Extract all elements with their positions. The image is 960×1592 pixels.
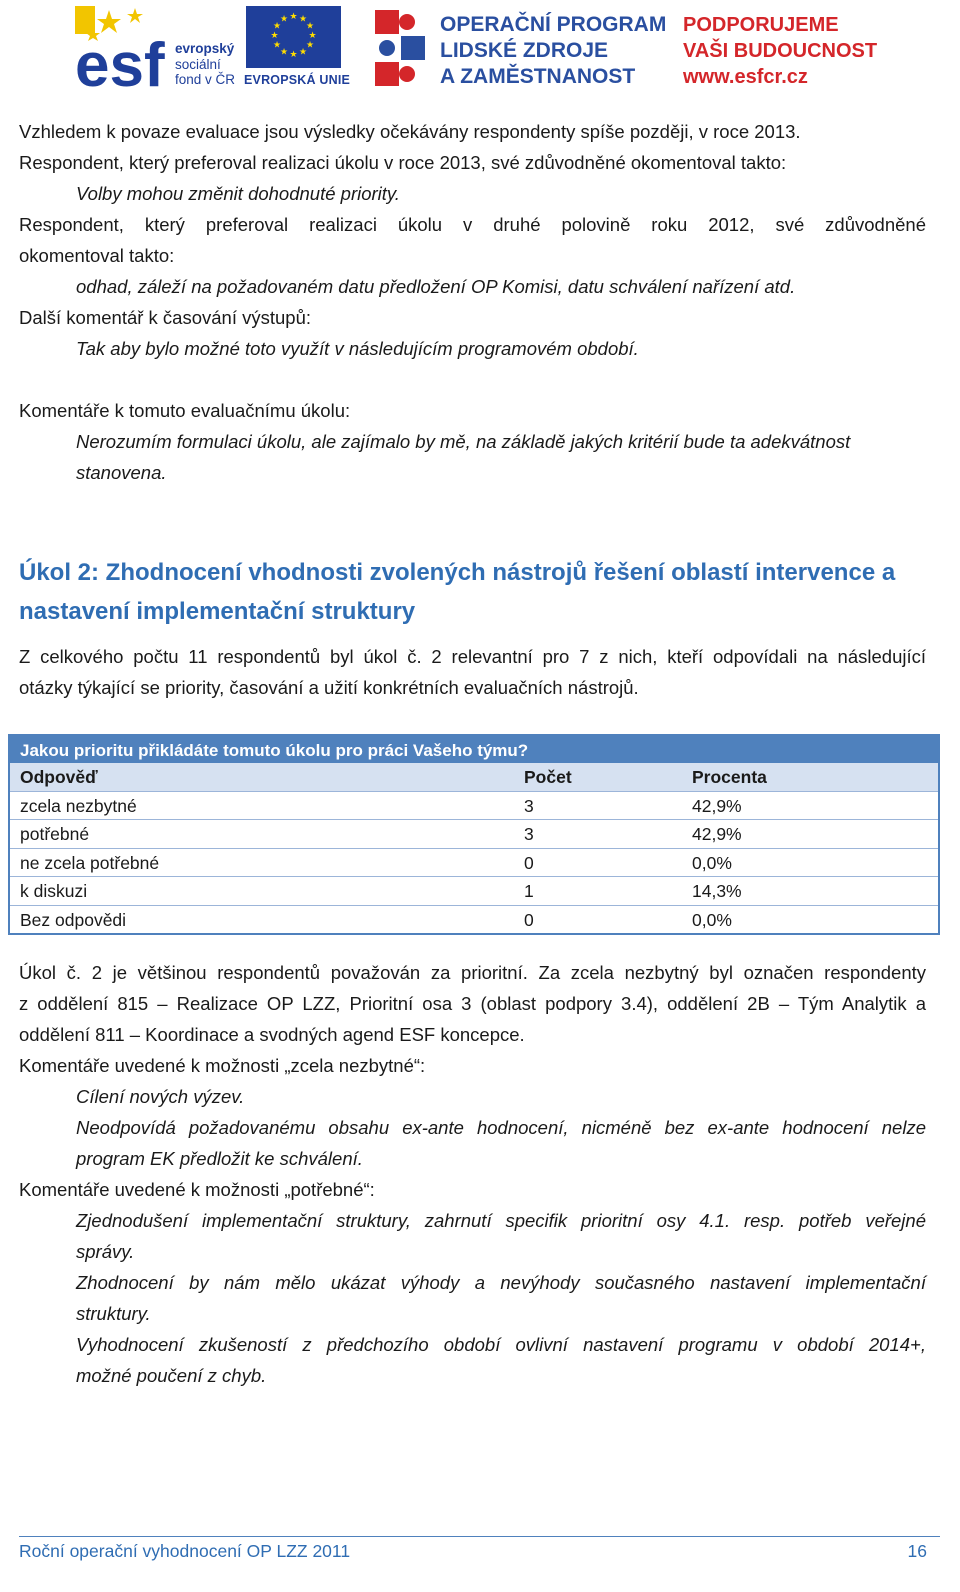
esf-line-3: fond v ČR xyxy=(175,72,236,87)
cell-answer: Bez odpovědi xyxy=(20,909,127,930)
footer-title: Roční operační vyhodnocení OP LZZ 2011 xyxy=(19,1541,351,1561)
table-row xyxy=(10,876,938,905)
col-header-answer: Odpověď xyxy=(20,767,98,787)
op-title-line-3: A ZAMĚSTNANOST xyxy=(440,65,636,88)
svg-text:★: ★ xyxy=(298,14,308,25)
cell-answer: potřebné xyxy=(20,824,90,844)
cell-percent: 0,0% xyxy=(692,852,732,873)
section-intro-line1: Z celkového počtu 11 respondentů byl úkol č. 2 relevantní pro 7 z nich, kteří odpovídali na následující xyxy=(19,646,926,667)
cell-answer: ne zcela potřebné xyxy=(20,852,160,873)
comment-essential-2-line1: Neodpovídá požadovanému obsahu ex-ante hodnocení, nicméně bez ex-ante hodnocení nelze xyxy=(76,1117,926,1138)
op-puzzle-icon xyxy=(373,6,429,88)
cell-count: 0 xyxy=(524,909,534,930)
comment-needed-1-line2: správy. xyxy=(76,1241,135,1262)
quote-p2: Volby mohou změnit dohodnuté priority. xyxy=(76,183,400,204)
eu-label: EVROPSKÁ UNIE xyxy=(244,73,351,87)
page-number: 16 xyxy=(907,1541,927,1561)
svg-text:★: ★ xyxy=(279,14,289,25)
svg-text:★: ★ xyxy=(289,50,298,60)
paragraph-p3-line2: okomentoval takto: xyxy=(19,245,175,266)
cell-count: 0 xyxy=(524,852,534,873)
table-title: Jakou prioritu přikládáte tomuto úkolu pro práci Vašeho týmu? xyxy=(10,736,938,763)
table-row xyxy=(10,819,938,848)
cell-answer: k diskuzi xyxy=(20,881,88,901)
comment-needed-1-line1: Zjednodušení implementační struktury, zahrnutí specifik prioritní osy 4.1. resp. potřeb veřejné xyxy=(76,1210,926,1231)
svg-text:esf: esf xyxy=(75,31,165,90)
comment-needed-2-line1: Zhodnocení by nám mělo ukázat výhody a nevýhody současného nastavení implementační xyxy=(76,1272,926,1293)
col-header-count: Počet xyxy=(524,767,572,787)
paragraph-p4: Další komentář k časování výstupů: xyxy=(19,307,312,328)
cell-percent: 14,3% xyxy=(692,881,742,901)
cell-percent: 0,0% xyxy=(692,909,732,930)
after-table-line2: z oddělení 815 – Realizace OP LZZ, Prioritní osa 3 (oblast podpory 3.4), oddělení 2B – Tým Analytik a xyxy=(19,993,926,1014)
table-row xyxy=(10,848,938,877)
svg-text:★: ★ xyxy=(298,47,308,58)
quote-p4: Tak aby bylo možné toto využít v následujícím programovém období. xyxy=(76,338,639,359)
comments-essential-label: Komentáře uvedené k možnosti „zcela nezbytné“: xyxy=(19,1055,426,1076)
paragraph-p5: Komentáře k tomuto evaluačnímu úkolu: xyxy=(19,400,351,421)
priority-table xyxy=(8,734,940,935)
table-header-row xyxy=(10,763,938,791)
cell-percent: 42,9% xyxy=(692,824,742,844)
svg-text:★: ★ xyxy=(308,31,317,41)
table-row xyxy=(10,905,938,934)
esf-line-1: evropský xyxy=(175,41,235,56)
svg-text:★: ★ xyxy=(270,31,279,41)
svg-text:★: ★ xyxy=(305,21,315,32)
svg-text:★: ★ xyxy=(279,47,289,58)
eu-flag-icon xyxy=(246,6,341,68)
comment-needed-3-line2: možné poučení z chyb. xyxy=(76,1365,267,1386)
svg-text:★: ★ xyxy=(305,40,315,51)
table-row xyxy=(10,791,938,820)
after-table-line3: oddělení 811 – Koordinace a svodných agend ESF koncepce. xyxy=(19,1024,525,1045)
op-title-line-1: OPERAČNÍ PROGRAM xyxy=(440,13,667,36)
svg-text:★: ★ xyxy=(272,21,282,32)
quote-p3: odhad, záleží na požadovaném datu předložení OP Komisi, datu schválení nařízení atd. xyxy=(76,276,796,297)
paragraph-p3-line1: Respondent, který preferoval realizaci úkolu v druhé polovině roku 2012, své zdůvodněné xyxy=(19,214,926,235)
comment-needed-2-line2: struktury. xyxy=(76,1303,151,1324)
cell-count: 3 xyxy=(524,824,534,844)
cell-count: 1 xyxy=(524,881,534,901)
slogan-line-2: VAŠI BUDOUCNOST xyxy=(683,40,878,62)
comment-needed-3-line1: Vyhodnocení zkušeností z předchozího období ovlivní nastavení programu v období 2014+, xyxy=(76,1334,926,1355)
website-link[interactable]: www.esfcr.cz xyxy=(683,66,808,88)
quote-p5-line2: stanovena. xyxy=(76,462,167,483)
svg-text:★: ★ xyxy=(289,12,298,22)
comment-essential-1: Cílení nových výzev. xyxy=(76,1086,245,1107)
op-title-line-2: LIDSKÉ ZDROJE xyxy=(440,39,609,62)
comments-needed-label: Komentáře uvedené k možnosti „potřebné“: xyxy=(19,1179,375,1200)
after-table-line1: Úkol č. 2 je většinou respondentů považován za prioritní. Za zcela nezbytný byl označen respondenty xyxy=(19,962,926,983)
cell-answer: zcela nezbytné xyxy=(20,795,137,816)
col-header-percent: Procenta xyxy=(692,767,767,787)
footer-divider xyxy=(19,1536,940,1537)
section-intro-line2: otázky týkající se priority, časování a užití konkrétních evaluačních nástrojů. xyxy=(19,677,639,698)
esf-line-2: sociální xyxy=(175,57,221,72)
svg-text:★: ★ xyxy=(272,40,282,51)
paragraph-p2: Respondent, který preferoval realizaci úkolu v roce 2013, své zdůvodněné okomentoval takto: xyxy=(19,152,787,173)
comment-essential-2-line2: program EK předložit ke schválení. xyxy=(76,1148,363,1169)
cell-count: 3 xyxy=(524,795,534,816)
quote-p5-line1: Nerozumím formulaci úkolu, ale zajímalo by mě, na základě jakých kritérií bude ta adekvátnost xyxy=(76,431,851,452)
cell-percent: 42,9% xyxy=(692,795,742,816)
paragraph-p1: Vzhledem k povaze evaluace jsou výsledky očekávány respondenty spíše později, v roce 2013. xyxy=(19,121,801,142)
slogan-line-1: PODPORUJEME xyxy=(683,14,839,36)
esf-logo xyxy=(75,6,240,90)
section-heading: Úkol 2: Zhodnocení vhodnosti zvolených nástrojů řešení oblastí intervence a nastavení implementační struktury xyxy=(19,559,896,625)
